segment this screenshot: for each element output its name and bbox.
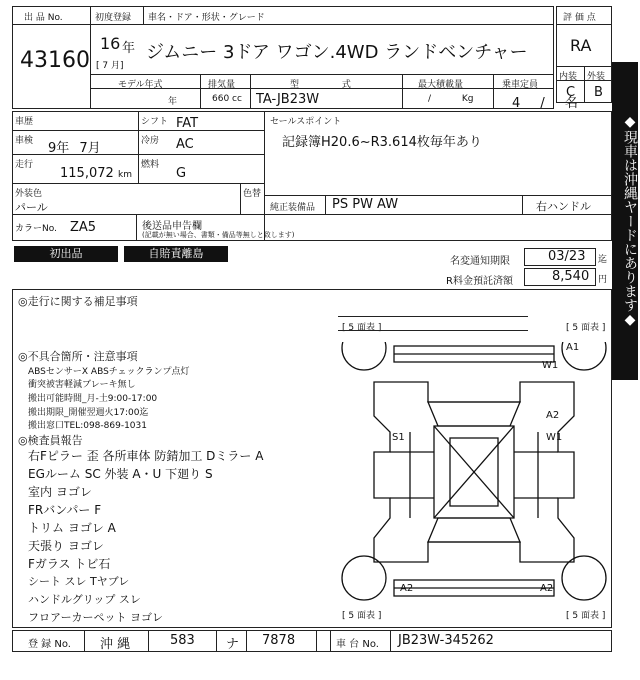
- diagram-bracket-right: [ 5 面表 ]: [566, 323, 606, 333]
- type-label: 型 式: [290, 80, 351, 90]
- type-value: TA-JB23W: [256, 92, 320, 107]
- first-reg-year-unit: 年: [122, 41, 136, 56]
- inspector-line: フロアーカーペット ヨゴレ: [28, 611, 163, 624]
- inspector-line: ハンドルグリップ スレ: [28, 593, 141, 606]
- defect-line: 搬出期限_開催翌週火17:00迄: [28, 408, 149, 418]
- car-damage-diagram: [338, 342, 612, 628]
- ac-value: AC: [176, 137, 194, 152]
- vehicle-label: 車名・ドア・形状・グレード: [148, 13, 265, 23]
- driving-title: ◎走行に関する補足事項: [18, 295, 138, 308]
- grade-label: 評 価 点: [563, 13, 596, 23]
- first-reg-label: 初度登録: [95, 13, 132, 23]
- fuel-label: 燃料: [141, 160, 160, 170]
- inspector-line: Fガラス トビ石: [28, 557, 111, 571]
- model-year-label: モデル年式: [118, 80, 163, 90]
- first-reg-year: 16: [100, 34, 121, 53]
- fuel-value: G: [176, 166, 187, 181]
- color-no-value: ZA5: [70, 220, 97, 235]
- defect-line: 搬出窓口TEL:098-869-1031: [28, 421, 147, 431]
- inspector-line: 右Fピラー 歪 各所車体 防錆加工 Dミラー A: [28, 449, 264, 463]
- displacement-label: 排気量: [208, 80, 236, 90]
- inspector-line: 室内 ヨゴレ: [28, 485, 92, 499]
- liability-badge: 自賠責離島: [124, 246, 228, 262]
- chassis-label: 車 台 No.: [336, 639, 379, 650]
- diagram-bracket-left: [ 5 面表 ]: [342, 323, 382, 333]
- displacement-value: 660 cc: [212, 94, 242, 104]
- model-year-unit: 年: [168, 97, 178, 107]
- inspector-line: シート スレ Tヤブレ: [28, 575, 130, 588]
- inspection-value: 9年 7月: [48, 141, 101, 156]
- ac-label: 冷房: [141, 136, 160, 146]
- deadline-label: 名変通知期限: [450, 256, 510, 267]
- damage-mark: A2: [400, 583, 414, 594]
- chassis-value: JB23W-345262: [398, 633, 494, 648]
- damage-mark: W1: [542, 360, 559, 371]
- inspector-line: 天張り ヨゴレ: [28, 539, 104, 553]
- capacity-label: 乗車定員: [502, 80, 539, 90]
- equipment-label: 純正装備品: [270, 203, 316, 213]
- exterior-grade: B: [594, 85, 603, 100]
- max-load-label: 最大積載量: [418, 80, 464, 90]
- ext-color-value: パール: [15, 201, 48, 214]
- color-no-label: カラーNo.: [15, 224, 57, 234]
- recycle-value: 8,540: [552, 269, 590, 284]
- defect-line: 搬出可能時間_月-土9:00-17:00: [28, 394, 158, 404]
- inspector-line: EGルーム SC 外装 A・U 下廻り S: [28, 467, 213, 481]
- diagram-bracket-right: [ 5 面表 ]: [566, 611, 606, 621]
- recycle-unit: 円: [598, 275, 608, 285]
- deadline-value: 03/23: [548, 249, 586, 264]
- inspector-line: FRバンパー F: [28, 503, 102, 517]
- damage-mark: W1: [546, 432, 563, 443]
- sales-point-value: 記録簿H20.6~R3.614枚毎年あり: [282, 135, 482, 150]
- steering-value: 右ハンドル: [536, 200, 591, 213]
- first-reg-month: [ 7 月]: [96, 61, 124, 71]
- ext-color-label: 外装色: [15, 189, 43, 199]
- sales-point-label: セールスポイント: [270, 117, 342, 127]
- first-listing-badge: 初出品: [14, 246, 118, 262]
- lot-label: 出 品 No.: [24, 13, 63, 23]
- max-load-value: / Kg: [428, 94, 474, 104]
- interior-label: 内装: [559, 72, 578, 82]
- history-label: 車歴: [15, 117, 34, 127]
- reg-class: 583: [170, 633, 195, 648]
- damage-mark: A1: [566, 342, 580, 353]
- reg-kana: ナ: [226, 637, 240, 652]
- damage-mark: A2: [540, 583, 554, 594]
- recycle-label: R料金預託済額: [446, 276, 513, 287]
- diagram-bracket-left: [ 5 面表 ]: [342, 611, 382, 621]
- rear-seat-note: (記載が無い場合、書類・備品等無しと致します): [142, 231, 295, 239]
- damage-mark: A2: [546, 410, 560, 421]
- capacity-value: 4 / 名: [512, 96, 578, 111]
- defect-title: ◎不具合箇所・注意事項: [18, 350, 138, 363]
- exterior-label: 外装: [587, 72, 606, 82]
- defect-line: 衝突被害軽減ブレーキ無し: [28, 380, 136, 390]
- mileage-label: 走行: [15, 160, 34, 170]
- shift-label: シフト: [141, 117, 169, 127]
- defect-line: ABSセンサーX ABSチェックランプ点灯: [28, 367, 190, 377]
- rear-seat-label: 後送品申告欄: [142, 221, 202, 232]
- lot-number: 43160: [20, 48, 90, 73]
- inspection-label: 車検: [15, 136, 34, 146]
- color-change-label: 色替: [243, 189, 262, 199]
- car-name: ジムニー 3ドア ワゴン.4WD ランドベンチャー: [146, 42, 528, 63]
- reg-area: 沖 縄: [100, 637, 131, 652]
- inspector-title: ◎検査員報告: [18, 434, 83, 447]
- reg-label: 登 録 No.: [28, 639, 71, 650]
- damage-mark: S1: [392, 432, 405, 443]
- grade-value: RA: [570, 36, 592, 55]
- interior-grade: C: [566, 85, 576, 100]
- mileage-value: 115,072: [60, 166, 114, 181]
- mileage-unit: km: [118, 170, 132, 180]
- reg-number: 7878: [262, 633, 296, 648]
- equipment-value: PS PW AW: [332, 197, 399, 212]
- shift-value: FAT: [176, 116, 199, 131]
- deadline-unit: 迄: [598, 255, 608, 265]
- side-banner: ◆現車は沖縄ヤードにあります◆: [612, 62, 638, 380]
- inspector-line: トリム ヨゴレ A: [28, 521, 116, 535]
